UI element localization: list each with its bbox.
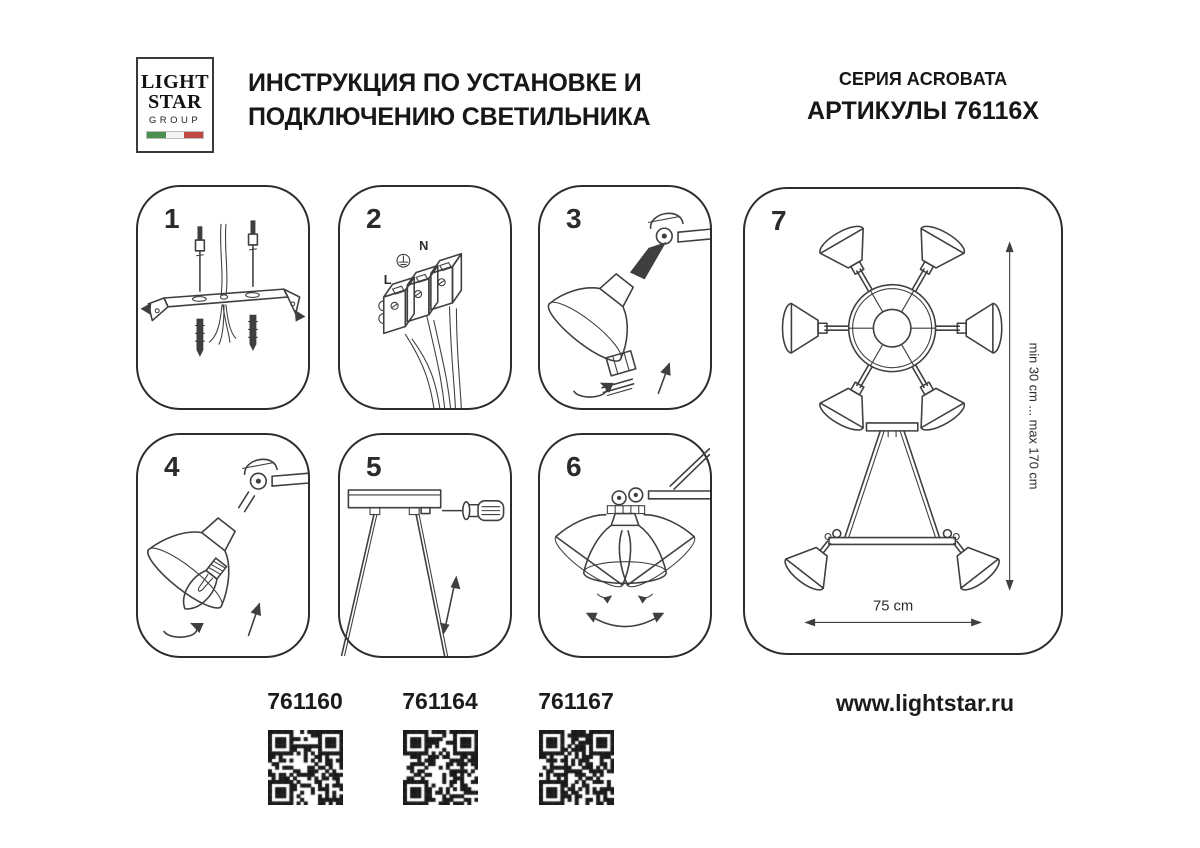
panel-4-number: 4 [164,451,180,482]
logo-line2: STAR [148,90,202,113]
panel-4 [136,433,310,658]
shade-swivel-diagram [540,435,710,656]
article-column-2 [370,688,510,805]
logo-line3: GROUP [148,114,202,126]
panel-1 [136,185,310,410]
label-L: L [383,272,392,288]
bulb-install-diagram [138,435,308,656]
panel-2 [338,185,512,410]
label-N: N [419,237,429,253]
title-line1: ИНСТРУКЦИЯ ПО УСТАНОВКЕ И [248,69,642,97]
panel-3 [538,185,712,410]
page-title [248,66,650,134]
article-code-3: 761167 [538,688,614,714]
qr-code [403,730,478,805]
article-column-1 [235,688,375,805]
panel-3-number: 3 [566,203,582,234]
cable-adjust-diagram [340,435,510,656]
panel-6 [538,433,712,658]
height-dimension-label: min 30 cm ... max 170 cm [1026,342,1042,490]
panel-1-number: 1 [164,203,180,234]
dimensions-diagram [745,189,1061,653]
panel-5 [338,433,512,658]
logo-line1: LIGHT [140,70,210,93]
panel-7-number: 7 [771,205,787,236]
panel-2-number: 2 [366,203,382,234]
width-dimension-label: 75 cm [872,598,914,615]
articles-code: АРТИКУЛЫ 76116X [807,97,1039,125]
lightstar-logo [136,57,214,153]
article-code-1: 761160 [267,688,343,714]
qr-code [268,730,343,805]
flag-white [166,132,185,138]
terminal-block-diagram [340,187,510,408]
series-block [758,69,1088,126]
qr-code [539,730,614,805]
screwdriver-icon [443,501,504,521]
flag-green [147,132,166,138]
article-code-2: 761164 [402,688,478,714]
title-line2: ПОДКЛЮЧЕНИЮ СВЕТИЛЬНИКА [248,103,651,131]
panel-7 [743,187,1063,655]
earth-icon [397,254,410,267]
mounting-bracket-diagram [138,187,308,408]
italian-flag-stripe [146,131,204,139]
shade-ring-diagram [540,187,710,408]
website-url: www.lightstar.ru [835,690,1015,716]
panel-6-number: 6 [566,451,582,482]
flag-red [184,132,203,138]
panel-5-number: 5 [366,451,382,482]
series-name: СЕРИЯ ACROBATA [838,69,1008,89]
article-column-3 [506,688,646,805]
